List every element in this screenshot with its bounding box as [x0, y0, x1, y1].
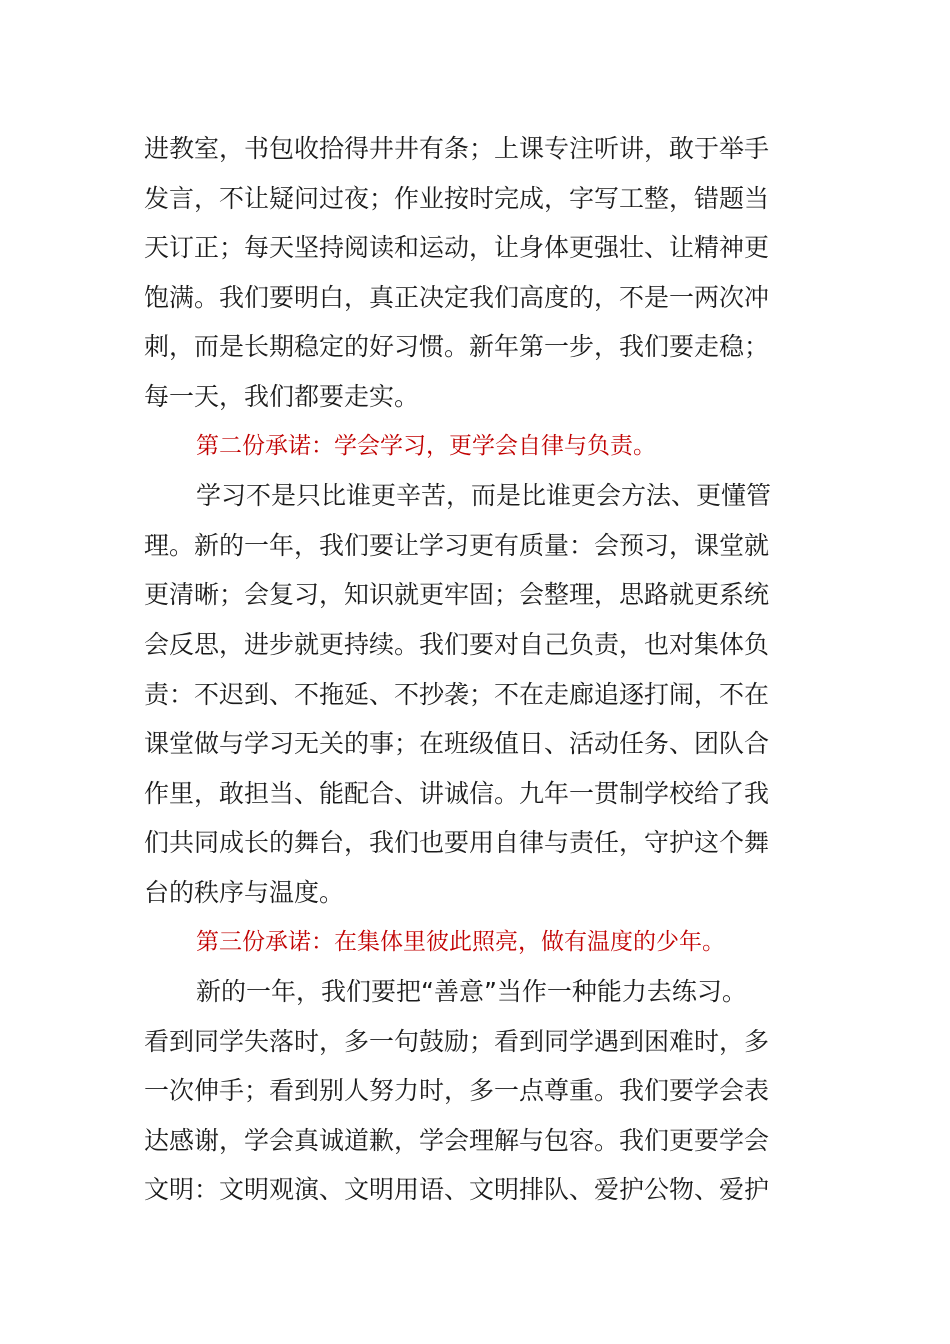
paragraph-line: 达感谢，学会真诚道歉，学会理解与包容。我们更要学会: [144, 1125, 770, 1155]
paragraph-line: 会反思，进步就更持续。我们要对自己负责，也对集体负: [144, 629, 770, 659]
paragraph-line: 文明：文明观演、文明用语、文明排队、爱护公物、爱护: [144, 1175, 770, 1205]
paragraph-line: 学习不是只比谁更辛苦，而是比谁更会方法、更懂管: [196, 481, 772, 511]
paragraph-line: 作里，敢担当、能配合、讲诚信。九年一贯制学校给了我: [144, 778, 770, 808]
paragraph-line: 进教室，书包收拾得井井有条；上课专注听讲，敢于举手: [144, 134, 770, 163]
paragraph-line: 责：不迟到、不拖延、不抄袭；不在走廊追逐打闹，不在: [144, 679, 770, 709]
paragraph-line: 天订正；每天坚持阅读和运动，让身体更强壮、让精神更: [144, 233, 770, 263]
paragraph-line: 台的秩序与温度。: [144, 877, 345, 907]
paragraph-line: 发言，不让疑问过夜；作业按时完成，字写工整，错题当: [144, 183, 770, 213]
paragraph-line: 每一天，我们都要走实。: [144, 381, 420, 411]
paragraph-line: 理。新的一年，我们要让学习更有质量：会预习，课堂就: [144, 530, 770, 560]
paragraph-line: 们共同成长的舞台，我们也要用自律与责任，守护这个舞: [144, 828, 770, 858]
paragraph-line: 新的一年，我们要把“善意”当作一种能力去练习。: [196, 977, 747, 1007]
paragraph-line: 更清晰；会复习，知识就更牢固；会整理，思路就更系统: [144, 580, 770, 610]
paragraph-line: 刺，而是长期稳定的好习惯。新年第一步，我们要走稳；: [144, 332, 770, 362]
section-heading-second-promise: 第二份承诺：学会学习，更学会自律与负责。: [196, 432, 656, 459]
paragraph-line: 饱满。我们要明白，真正决定我们高度的，不是一两次冲: [144, 282, 770, 312]
paragraph-line: 课堂做与学习无关的事；在班级值日、活动任务、团队合: [144, 729, 770, 759]
paragraph-line: 一次伸手；看到别人努力时，多一点尊重。我们要学会表: [144, 1076, 770, 1106]
section-heading-third-promise: 第三份承诺：在集体里彼此照亮，做有温度的少年。: [196, 928, 725, 955]
paragraph-line: 看到同学失落时，多一句鼓励；看到同学遇到困难时，多: [144, 1026, 770, 1056]
document-body: [144, 124, 808, 1215]
